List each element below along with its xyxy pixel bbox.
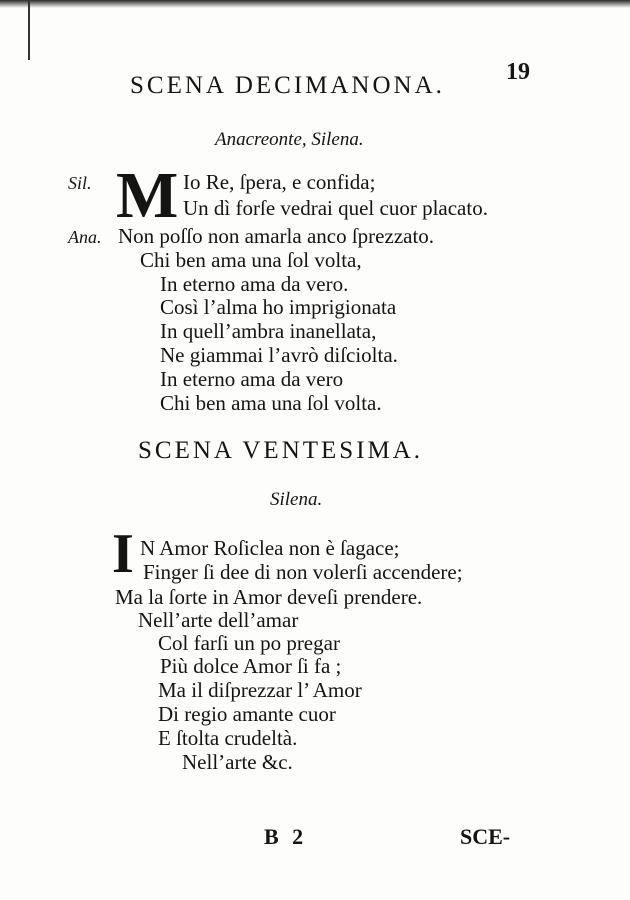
verse-line: Col farſi un po pregar [158,631,340,655]
verse-line: Ma il diſprezzar l’ Amor [158,678,362,702]
page-edge-shadow [0,0,630,8]
verse-line: N Amor Roſiclea non è ſagace; [140,536,400,560]
page-edge-line [28,0,30,60]
verse-line: Così l’alma ho imprigionata [160,295,397,319]
verse-line: Io Re, ſpera, e confida; [183,170,376,194]
scene-characters: Anacreonte, Silena. [215,129,364,150]
speaker-label: Sil. [68,173,92,193]
verse-line: In quell’ambra inanellata, [160,319,377,343]
scene-title: SCENA DECIMANONA. [130,72,445,99]
verse-line: Un dì forſe vedrai quel cuor placato. [183,196,488,220]
verse-line: Nell’arte dell’amar [138,608,299,632]
scene-title: SCENA VENTESIMA. [138,437,424,464]
speaker-label: Ana. [68,227,102,247]
verse-line: Non poſſo non amarla anco ſprezzato. [118,224,435,248]
verse-line: In eterno ama da vero. [160,272,349,296]
verse-line: Chi ben ama una ſol volta, [140,248,362,272]
signature-mark: B 2 [264,824,308,849]
verse-line: Ne giammai l’avrò diſciolta. [160,343,398,367]
page-number: 19 [506,59,530,85]
verse-line: Di regio amante cuor [158,702,336,726]
drop-cap: M [116,159,179,232]
scene-characters: Silena. [270,489,323,510]
verse-line: E ſtolta crudeltà. [158,726,298,750]
verse-line: Finger ſi dee di non volerſi accendere; [143,560,463,584]
verse-line: Nell’arte &c. [182,750,293,774]
verse-line: Più dolce Amor ſi fa ; [160,654,342,678]
verse-line: In eterno ama da vero [160,367,344,391]
verse-line: Ma la ſorte in Amor deveſi prendere. [115,585,423,609]
catchword: SCE- [460,824,511,849]
verse-line: Chi ben ama una ſol volta. [160,391,382,415]
drop-cap: I [112,523,134,585]
